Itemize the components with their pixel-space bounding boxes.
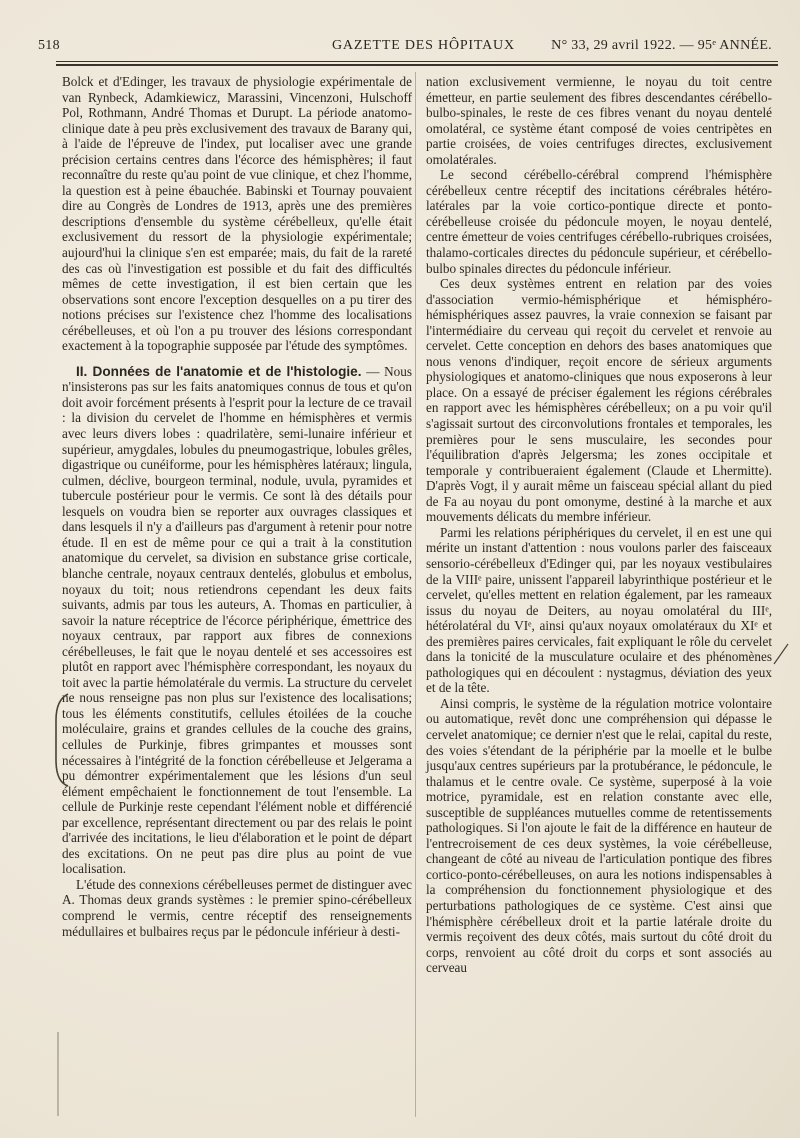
issue-info: N° 33, 29 avril 1922. — 95ᵉ ANNÉE. [551,38,772,53]
page-header [38,38,772,58]
right-paragraph-2: Le second cérébello-cérébral comprend l'hémisphère cérébelleux centre réceptif des incitations cérébrales hétéro-latérales par la voie cortico-pontique directe et ponto-cérébelleuse croisée du pédoncule moyen, le noyau dentelé, centre émetteur de voies centrifuges cérébello-rubriques croisées, thalamo-corticales directes du pédoncule supérieur, et cérébello-bulbo spinales directes du pédoncule inférieur. [426,167,772,276]
right-paragraph-5: Ainsi compris, le système de la régulation motrice volontaire ou automatique, revêt donc une compréhension qui dépasse le cervelet anatomique; ce dernier n'est que le relai, capital du reste, des voies s'étendant de la périphérie par la moelle et le bulbe jusqu'aux centres supérieurs par la protubérance, le pédoncule, le thalamus et le centre ovale. Ce système, superposé à la voie motrice, pyramidale, est en relation constante avec elle, susceptible de suppléances mutuelles comme de retentissements pathologiques. Si l'on ajoute le fait de la différence en hauteur de l'entrecroisement de ces deux systèmes, la voie cérébelleuse, changeant de côté au niveau de l'articulation pontique des fibres cortico-ponto-cérébelleuses, on aura les notions indispensables à la compréhension du fonctionnement physiologique et des perturbations pathologiques de ce système. C'est ainsi que l'hémisphère cérébelleux droit et la partie latérale droite du vermis reçoivent des deux côtés, mais surtout du côté droit du corps, renvoient au côté droit du corps et sont associés au cerveau [426,695,772,976]
margin-check-mark [772,640,792,670]
right-paragraph-3: Ces deux systèmes entrent en relation par des voies d'association vermio-hémisphérique et hémisphéro-hémisphériques assez pauvres, la vraie connexion se faisant par l'intermédiaire du cerveau qui reçoit du cervelet et renvoie au cervelet. Cette conception en dehors des bases anatomiques que nous venons d'indiquer, reçoit encore de sérieux arguments physiologiques et anatomo-cliniques que nous exposerons à leur place. On a essayé de préciser également les régions cérébrales en rapport avec les hémisphères cérébelleux; on a pu voir qu'il s'agissait surtout des circonvolutions frontales et temporales, les premières pour le sens musculaire, les secondes pour l'équilibration d'après Jelgersma; les zones occipitale et temporale y contribueraient également (Claude et Lhermitte). D'après Vogt, il y aurait même un faisceau spécial allant du pied de Fa au noyau du pont omonyme, destiné à la marche et aux mouvements délicats du membre inférieur. [426,276,772,525]
section-heading: II. Données de l'anatomie et de l'histologie. [76,363,362,379]
journal-title: GAZETTE DES HÔPITAUX [332,38,515,53]
right-column [426,74,772,976]
header-rule-thin [56,61,778,62]
column-divider [415,72,416,1117]
left-paragraph-1: Bolck et d'Edinger, les travaux de physiologie expérimentale de van Rynbeck, Adamkiewicz, Marassini, Vincenzoni, Hulschoff Pol, Rothmann, André Thomas et Durupt. La période anatomo-clinique date à peu près exclusivement des travaux de Barany qui, à l'aide de l'épreuve de l'index, put localiser avec une grande précision certains centres dans l'écorce des hémisphères; il faut reconnaître du reste qu'au point de vue clinique, et chez l'homme, la question est à peine ébauchée. Babinski et Tournay pouvaient dire au Congrès de Londres de 1913, après une des premières descriptions d'ensemble du système cérébelleux, qu'elle était exclusivement du ressort de la physiologie expérimentale; aujourd'hui la clinique s'en est emparée; mais, du fait de la rareté des cas où l'investigation est possible et du fait des difficultés mêmes de cette investigation, il est bien certain que les observations sont encore l'exception desquelles on a pu tirer des notions précises sur l'existence chez l'homme des localisations cérébelleuses, et où l'on a pu trouver des lésions correspondant exactement à la topographie supposée par l'étude des symptômes. [62,74,412,354]
left-column [62,74,412,939]
right-paragraph-4: Parmi les relations périphériques du cervelet, il en est une qui mérite un instant d'attention : nous voulons parler des faisceaux sensorio-cérébelleux d'Edinger qui, par les noyaux vestibulaires de la VIIIᵉ paire, unissent l'appareil labyrinthique postérieur et le cervelet, qu'elles mettent en relation également, par les rameaux issus du noyau de Deiters, au noyau omolatéral du IIIᵉ, hétérolatéral du VIᵉ, ainsi qu'aux noyaux omolatéraux du XIᵉ et des premières paires cervicales, fait expliquant le rôle du cervelet dans la tonicité de la musculature oculaire et des phénomènes pathologiques qui en découlent : nystagmus, déviation des yeux et de la tête. [426,524,772,696]
left-paragraph-2: — Nous n'insisterons pas sur les faits anatomiques connus de tous et qu'on doit avoir forcément présents à l'esprit pour la lecture de ce travail : la division du cervelet de l'homme en hémisphères et vermis avec leurs divers lobes : quadrilatère, semi-lunaire inférieur et supérieur, amygdales, lobules du pneumogastrique, lobules grêles, digastrique ou cunéiforme, pour les hémisphères latéraux; lingula, culmen, déclive, bourgeon terminal, nodule, uvula, pyramides et tubercule postérieur pour le vermis. Ce sont là des détails pour lesquels on voudra bien se reporter aux ouvrages classiques et dans lesquels il n'y a d'ailleurs pas d'argument à retenir pour notre étude. Il en est de même pour ce qui a trait à la constitution anatomique du cervelet, sa division en substance grise corticale, blanche centrale, noyaux centraux dentelés, globulus et embolus, noyaux du toit; nous retiendrons cependant les deux faits suivants, admis par tous les auteurs, A. Thomas en particulier, à savoir la nature réceptrice de l'écorce périphérique, émettrice des noyaux centraux, par rapport aux fibres de connexions cérébelleuses, le fait que le noyau dentelé et ses accessoires est plutôt en rapport avec l'hémisphère correspondant, les noyaux du toit avec la partie hémolatérale du vermis. La structure du cervelet ne nous renseigne pas non plus sur l'existence des localisations; tous les éléments constitutifs, cellules étoilées de la couche moléculaire, grains et grandes cellules de la couche des grains, cellules de Purkinje, fibres grimpantes et mousses sont nécessaires à l'intégrité de la fonction cérébelleuse et Jelgerama a pu démontrer expérimentalement que les lésions d'un seul élément empêchaient le fonctionnement de tout l'ensemble. La cellule de Purkinje reste cependant l'élément noble et différencié par excellence, représentant directement ou par des relais le point d'arrivée des incitations, le lieu d'élaboration et le point de départ des excitations. On ne peut pas dire plus au point de vue localisation. [62,363,412,877]
right-paragraph-1: nation exclusivement vermienne, le noyau du toit centre émetteur, en partie seulement des fibres descendantes cérébello-bulbo-spinales, le reste de ces fibres venant du noyau dentelé omolatéral, ce système étant composé de voies centripètes en partie croisées, de voies centrifuges directes, exclusivement omolatérales. [426,74,772,167]
page-number: 518 [38,38,60,53]
margin-bracket-mark [52,690,72,790]
margin-line-mark [52,1030,66,1120]
section-paragraph [62,364,412,877]
header-rule-thick [56,64,778,66]
left-paragraph-3: L'étude des connexions cérébelleuses permet de distinguer avec A. Thomas deux grands systèmes : le premier spino-cérébelleux comprend le vermis, centre réceptif des renseignements médullaires et bulbaires reçus par le pédoncule inférieur à desti- [62,876,412,939]
